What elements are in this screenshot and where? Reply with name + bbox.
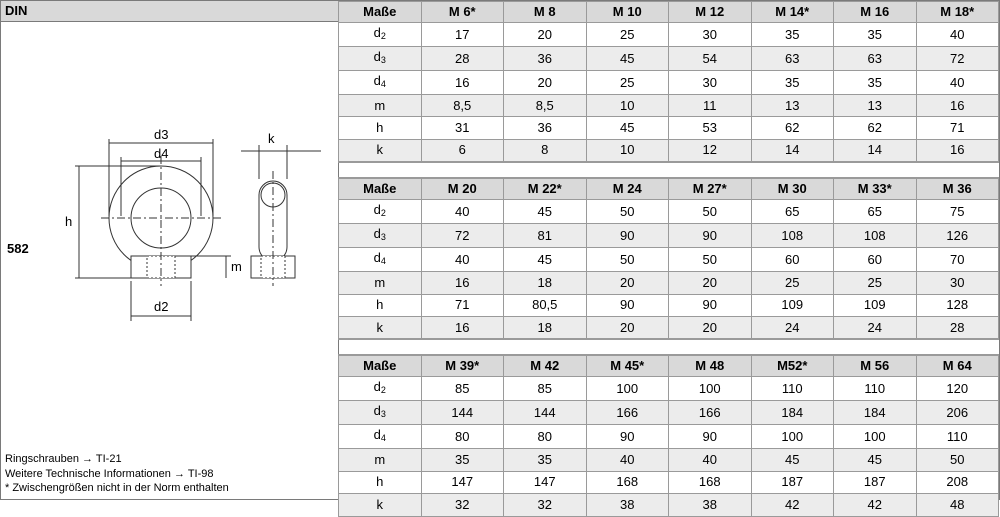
value-cell: 110 [916,425,999,449]
row-label-cell: m [339,95,422,117]
header-size-cell: M 39* [421,356,504,377]
header-size-cell: M 48 [669,356,752,377]
header-size-cell: M 64 [916,356,999,377]
value-cell: 16 [421,316,504,338]
row-label-cell: $d_3$ [339,47,422,71]
value-cell: 100 [751,425,834,449]
row-label-cell: k [339,316,422,338]
value-cell: 28 [421,47,504,71]
label-m: m [231,259,242,274]
value-cell: 147 [421,471,504,493]
header-size-cell: M 45* [586,356,669,377]
value-cell: 40 [916,71,999,95]
value-cell: 63 [834,47,917,71]
value-cell: 50 [916,449,999,471]
value-cell: 50 [669,248,752,272]
value-cell: 65 [751,200,834,224]
header-size-cell: M 6* [421,2,504,23]
value-cell: 20 [586,272,669,294]
value-cell: 18 [504,272,587,294]
note-ringschrauben: Ringschrauben → TI-21 [5,453,122,465]
table-row [339,401,999,425]
header-size-cell: M 42 [504,356,587,377]
header-size-cell: M 14* [751,2,834,23]
value-cell: 108 [751,224,834,248]
row-label-cell: $d_2$ [339,377,422,401]
value-cell: 40 [421,200,504,224]
value-cell: 24 [751,316,834,338]
table-row [339,248,999,272]
value-cell: 62 [834,117,917,139]
value-cell: 31 [421,117,504,139]
table-row [339,23,999,47]
value-cell: 35 [421,449,504,471]
value-cell: 72 [916,47,999,71]
value-cell: 62 [751,117,834,139]
value-cell: 42 [834,494,917,516]
left-panel [1,1,339,499]
value-cell: 32 [504,494,587,516]
value-cell: 48 [916,494,999,516]
value-cell: 25 [751,272,834,294]
value-cell: 25 [586,71,669,95]
value-cell: 10 [586,139,669,161]
value-cell: 11 [669,95,752,117]
header-size-cell: M 18* [916,2,999,23]
value-cell: 13 [834,95,917,117]
value-cell: 38 [669,494,752,516]
value-cell: 8 [504,139,587,161]
value-cell: 168 [586,471,669,493]
header-size-cell: M 33* [834,179,917,200]
value-cell: 63 [751,47,834,71]
value-cell: 71 [916,117,999,139]
value-cell: 16 [421,272,504,294]
value-cell: 208 [916,471,999,493]
table-separator [338,162,999,178]
header-label-cell: Maße [339,2,422,23]
value-cell: 144 [504,401,587,425]
value-cell: 32 [421,494,504,516]
dimension-table-3 [338,355,999,516]
value-cell: 16 [421,71,504,95]
value-cell: 85 [504,377,587,401]
value-cell: 71 [421,294,504,316]
label-d4: d4 [154,146,169,161]
table-row [339,47,999,71]
value-cell: 40 [916,23,999,47]
value-cell: 20 [669,272,752,294]
dimension-table-2 [338,178,999,339]
value-cell: 38 [586,494,669,516]
header-size-cell: M 16 [834,2,917,23]
row-label-cell: h [339,471,422,493]
label-d3: d3 [154,127,169,142]
value-cell: 109 [751,294,834,316]
row-label-cell: k [339,139,422,161]
table-separator [338,339,999,355]
value-cell: 90 [669,294,752,316]
value-cell: 30 [669,71,752,95]
value-cell: 50 [586,200,669,224]
value-cell: 80 [504,425,587,449]
value-cell: 35 [751,71,834,95]
value-cell: 6 [421,139,504,161]
value-cell: 40 [669,449,752,471]
value-cell: 50 [669,200,752,224]
value-cell: 35 [751,23,834,47]
value-cell: 85 [421,377,504,401]
value-cell: 187 [834,471,917,493]
value-cell: 12 [669,139,752,161]
value-cell: 110 [834,377,917,401]
value-cell: 14 [751,139,834,161]
value-cell: 53 [669,117,752,139]
table-row [339,139,999,161]
row-label-cell: m [339,272,422,294]
value-cell: 25 [586,23,669,47]
table-row [339,71,999,95]
header-size-cell: M52* [751,356,834,377]
value-cell: 45 [751,449,834,471]
row-label-cell: $d_2$ [339,200,422,224]
header-size-cell: M 8 [504,2,587,23]
notes [5,452,229,496]
value-cell: 60 [751,248,834,272]
value-cell: 30 [669,23,752,47]
value-cell: 14 [834,139,917,161]
value-cell: 206 [916,401,999,425]
label-h: h [65,214,73,229]
value-cell: 10 [586,95,669,117]
value-cell: 16 [916,95,999,117]
value-cell: 126 [916,224,999,248]
row-label-cell: k [339,494,422,516]
value-cell: 168 [669,471,752,493]
value-cell: 45 [834,449,917,471]
value-cell: 20 [504,23,587,47]
value-cell: 35 [834,71,917,95]
value-cell: 65 [834,200,917,224]
value-cell: 36 [504,47,587,71]
value-cell: 18 [504,316,587,338]
value-cell: 187 [751,471,834,493]
value-cell: 20 [669,316,752,338]
value-cell: 110 [751,377,834,401]
value-cell: 8,5 [504,95,587,117]
header-size-cell: M 56 [834,356,917,377]
row-label-cell: $d_2$ [339,23,422,47]
table-header-row [339,356,999,377]
value-cell: 36 [504,117,587,139]
dimension-tables [338,1,999,517]
table-header-row [339,2,999,23]
value-cell: 8,5 [421,95,504,117]
value-cell: 109 [834,294,917,316]
table-header-row [339,179,999,200]
row-label-cell: h [339,117,422,139]
table-row [339,471,999,493]
value-cell: 100 [834,425,917,449]
value-cell: 80 [421,425,504,449]
value-cell: 54 [669,47,752,71]
value-cell: 17 [421,23,504,47]
table-row [339,200,999,224]
value-cell: 16 [916,139,999,161]
value-cell: 72 [421,224,504,248]
value-cell: 147 [504,471,587,493]
table-row [339,294,999,316]
header-size-cell: M 22* [504,179,587,200]
header-size-cell: M 24 [586,179,669,200]
table-row [339,224,999,248]
header-label-cell: Maße [339,356,422,377]
header-size-cell: M 27* [669,179,752,200]
header-label-cell: Maße [339,179,422,200]
value-cell: 108 [834,224,917,248]
label-d2: d2 [154,299,169,314]
header-size-cell: M 30 [751,179,834,200]
value-cell: 90 [669,425,752,449]
table-row [339,377,999,401]
value-cell: 20 [504,71,587,95]
value-cell: 75 [916,200,999,224]
table-row [339,95,999,117]
value-cell: 90 [586,425,669,449]
table-row [339,316,999,338]
label-k: k [268,131,275,146]
note-zwischengroessen: * Zwischengrößen nicht in der Norm enthalten [5,482,229,494]
value-cell: 144 [421,401,504,425]
eye-nut-drawing [61,121,331,331]
header-size-cell: M 10 [586,2,669,23]
value-cell: 50 [586,248,669,272]
value-cell: 45 [504,200,587,224]
value-cell: 128 [916,294,999,316]
value-cell: 90 [586,224,669,248]
value-cell: 90 [669,224,752,248]
value-cell: 81 [504,224,587,248]
row-label-cell: $d_4$ [339,425,422,449]
note-technische-informationen: Weitere Technische Informationen → TI-98 [5,467,214,480]
row-label-cell: h [339,294,422,316]
table-row [339,272,999,294]
value-cell: 60 [834,248,917,272]
value-cell: 42 [751,494,834,516]
value-cell: 45 [586,117,669,139]
row-label-cell: m [339,449,422,471]
value-cell: 70 [916,248,999,272]
table-row [339,117,999,139]
value-cell: 90 [586,294,669,316]
din-header: DIN [1,1,338,22]
value-cell: 120 [916,377,999,401]
din-number: 582 [7,241,29,256]
value-cell: 45 [504,248,587,272]
value-cell: 13 [751,95,834,117]
row-label-cell: $d_4$ [339,248,422,272]
value-cell: 20 [586,316,669,338]
value-cell: 35 [834,23,917,47]
value-cell: 100 [586,377,669,401]
value-cell: 28 [916,316,999,338]
value-cell: 40 [421,248,504,272]
value-cell: 184 [834,401,917,425]
value-cell: 25 [834,272,917,294]
header-size-cell: M 20 [421,179,504,200]
header-size-cell: M 12 [669,2,752,23]
row-label-cell: $d_3$ [339,224,422,248]
value-cell: 166 [669,401,752,425]
value-cell: 184 [751,401,834,425]
row-label-cell: $d_3$ [339,401,422,425]
value-cell: 30 [916,272,999,294]
value-cell: 40 [586,449,669,471]
value-cell: 45 [586,47,669,71]
value-cell: 80,5 [504,294,587,316]
header-size-cell: M 36 [916,179,999,200]
value-cell: 100 [669,377,752,401]
table-row [339,494,999,516]
row-label-cell: $d_4$ [339,71,422,95]
value-cell: 35 [504,449,587,471]
value-cell: 24 [834,316,917,338]
dimension-table-1 [338,1,999,162]
table-row [339,425,999,449]
table-row [339,449,999,471]
value-cell: 166 [586,401,669,425]
